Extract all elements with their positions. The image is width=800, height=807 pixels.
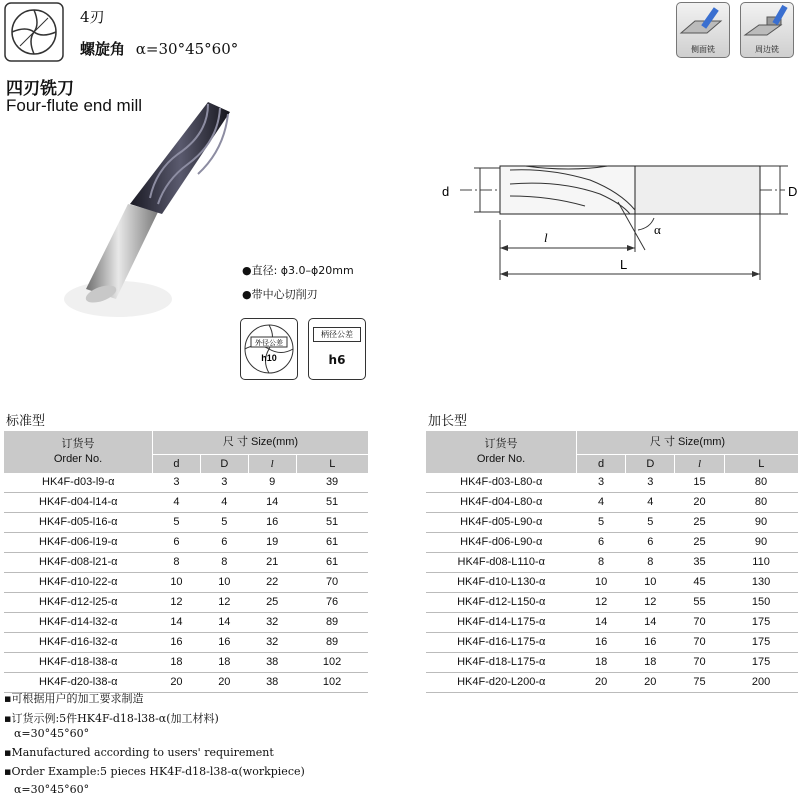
- size-cell: 12: [153, 593, 201, 613]
- order-number-cell: HK4F-d05-l16-α: [4, 513, 153, 533]
- size-cell: 20: [153, 673, 201, 693]
- order-number-cell: HK4F-d10-L130-α: [426, 573, 577, 593]
- extended-table: [426, 431, 798, 693]
- col-l: l: [248, 455, 296, 474]
- order-header: 订货号 Order No.: [4, 431, 153, 473]
- note-order-example-en: ▪Order Example:5 pieces HK4F-d18-l38-α(workpiece): [4, 765, 305, 778]
- col-d: d: [577, 455, 626, 474]
- size-cell: 8: [626, 553, 675, 573]
- size-cell: 16: [248, 513, 296, 533]
- table-row: [4, 513, 368, 533]
- table-row: [4, 593, 368, 613]
- table-row: [4, 633, 368, 653]
- table-row: [426, 593, 798, 613]
- size-cell: 12: [200, 593, 248, 613]
- four-flute-cross-section-icon: [4, 2, 64, 62]
- size-cell: 10: [626, 573, 675, 593]
- table-row: [426, 533, 798, 553]
- order-number-cell: HK4F-d03-l9-α: [4, 473, 153, 493]
- size-cell: 6: [153, 533, 201, 553]
- outer-tolerance-value: h10: [261, 353, 277, 363]
- size-cell: 4: [626, 493, 675, 513]
- size-cell: 20: [200, 673, 248, 693]
- size-cell: 14: [153, 613, 201, 633]
- col-D: D: [200, 455, 248, 474]
- size-cell: 14: [626, 613, 675, 633]
- size-cell: 76: [296, 593, 368, 613]
- col-l: l: [675, 455, 724, 474]
- size-cell: 5: [577, 513, 626, 533]
- size-cell: 200: [724, 673, 798, 693]
- page-title-cn: 四刃铣刀: [6, 79, 74, 99]
- helix-label: 螺旋角: [80, 40, 126, 58]
- order-number-cell: HK4F-d04-L80-α: [426, 493, 577, 513]
- size-cell: 3: [153, 473, 201, 493]
- order-number-cell: HK4F-d10-l22-α: [4, 573, 153, 593]
- size-cell: 21: [248, 553, 296, 573]
- note-custom-en: ▪Manufactured according to users' requirement: [4, 746, 274, 759]
- size-cell: 18: [626, 653, 675, 673]
- size-cell: 14: [248, 493, 296, 513]
- size-cell: 51: [296, 493, 368, 513]
- end-mill-dimension-drawing: [440, 150, 800, 290]
- size-cell: 89: [296, 633, 368, 653]
- size-cell: 39: [296, 473, 368, 493]
- order-number-cell: HK4F-d14-l32-α: [4, 613, 153, 633]
- order-number-cell: HK4F-d08-L110-α: [426, 553, 577, 573]
- size-cell: 3: [577, 473, 626, 493]
- table-row: [426, 493, 798, 513]
- size-cell: 175: [724, 613, 798, 633]
- order-number-cell: HK4F-d14-L175-α: [426, 613, 577, 633]
- size-cell: 18: [200, 653, 248, 673]
- outer-tolerance-box: [240, 318, 298, 380]
- size-cell: 80: [724, 493, 798, 513]
- size-cell: 130: [724, 573, 798, 593]
- flute-count: 4刃: [80, 8, 105, 26]
- col-L: L: [724, 455, 798, 474]
- size-cell: 16: [577, 633, 626, 653]
- size-cell: 9: [248, 473, 296, 493]
- size-cell: 90: [724, 533, 798, 553]
- standard-table: [4, 431, 368, 693]
- size-cell: 22: [248, 573, 296, 593]
- size-cell: 4: [200, 493, 248, 513]
- order-number-cell: HK4F-d16-L175-α: [426, 633, 577, 653]
- spec-center-cutting: ●带中心切削刃: [242, 288, 318, 301]
- size-cell: 14: [200, 613, 248, 633]
- size-cell: 89: [296, 613, 368, 633]
- size-cell: 90: [724, 513, 798, 533]
- size-cell: 175: [724, 633, 798, 653]
- note-helix-cn: α=30°45°60°: [14, 727, 90, 740]
- table-row: [426, 473, 798, 493]
- table-row: [426, 653, 798, 673]
- order-number-cell: HK4F-d05-L90-α: [426, 513, 577, 533]
- size-cell: 61: [296, 533, 368, 553]
- size-cell: 15: [675, 473, 724, 493]
- table-row: [4, 473, 368, 493]
- size-cell: 6: [626, 533, 675, 553]
- note-custom-cn: ▪可根据用户的加工要求制造: [4, 692, 144, 705]
- size-cell: 80: [724, 473, 798, 493]
- size-cell: 8: [153, 553, 201, 573]
- size-cell: 175: [724, 653, 798, 673]
- order-header: 订货号 Order No.: [426, 431, 577, 473]
- order-number-cell: HK4F-d18-L175-α: [426, 653, 577, 673]
- page-title-en: Four-flute end mill: [6, 96, 143, 115]
- size-cell: 5: [626, 513, 675, 533]
- order-number-cell: HK4F-d06-l19-α: [4, 533, 153, 553]
- size-cell: 12: [626, 593, 675, 613]
- table-row: [426, 573, 798, 593]
- helix-angle: [80, 38, 238, 59]
- col-d: d: [153, 455, 201, 474]
- label-L: L: [620, 257, 628, 272]
- label-d: d: [442, 184, 450, 199]
- size-cell: 8: [577, 553, 626, 573]
- order-number-cell: HK4F-d20-L200-α: [426, 673, 577, 693]
- size-cell: 70: [675, 653, 724, 673]
- size-cell: 102: [296, 673, 368, 693]
- order-number-cell: HK4F-d16-l32-α: [4, 633, 153, 653]
- end-mill-photo: [58, 94, 258, 324]
- note-helix-en: α=30°45°60°: [14, 783, 90, 796]
- size-cell: 10: [200, 573, 248, 593]
- order-number-cell: HK4F-d12-L150-α: [426, 593, 577, 613]
- table-row: [4, 533, 368, 553]
- outer-tolerance-label: 外径公差: [255, 339, 283, 347]
- shank-tolerance-value: h6: [328, 353, 346, 367]
- size-cell: 16: [626, 633, 675, 653]
- shank-tolerance-label: 柄径公差: [313, 327, 361, 342]
- order-number-cell: HK4F-d12-l25-α: [4, 593, 153, 613]
- order-number-cell: HK4F-d03-L80-α: [426, 473, 577, 493]
- extended-section-title: 加长型: [428, 414, 468, 429]
- size-cell: 35: [675, 553, 724, 573]
- order-number-cell: HK4F-d04-l14-α: [4, 493, 153, 513]
- size-cell: 12: [577, 593, 626, 613]
- helix-value: α=30°45°60°: [135, 40, 239, 58]
- note-order-example-cn: ▪订货示例:5件HK4F-d18-l38-α(加工材料): [4, 712, 219, 725]
- side-milling-icon: [677, 3, 729, 43]
- milling-type-icons: [676, 2, 794, 56]
- size-cell: 4: [577, 493, 626, 513]
- table-row: [4, 573, 368, 593]
- size-cell: 10: [577, 573, 626, 593]
- table-row: [4, 553, 368, 573]
- size-cell: 10: [153, 573, 201, 593]
- size-cell: 51: [296, 513, 368, 533]
- side-milling-card: 侧面铣: [676, 2, 730, 58]
- shank-tolerance-box: [308, 318, 366, 380]
- label-alpha: α: [654, 222, 661, 237]
- size-cell: 20: [626, 673, 675, 693]
- table-row: [426, 673, 798, 693]
- size-cell: 8: [200, 553, 248, 573]
- size-cell: 6: [200, 533, 248, 553]
- table-row: [4, 653, 368, 673]
- size-cell: 5: [200, 513, 248, 533]
- table-row: [4, 493, 368, 513]
- size-cell: 4: [153, 493, 201, 513]
- order-number-cell: HK4F-d18-l38-α: [4, 653, 153, 673]
- size-cell: 55: [675, 593, 724, 613]
- size-cell: 25: [248, 593, 296, 613]
- size-cell: 102: [296, 653, 368, 673]
- order-number-cell: HK4F-d06-L90-α: [426, 533, 577, 553]
- size-cell: 38: [248, 653, 296, 673]
- size-cell: 32: [248, 613, 296, 633]
- size-cell: 70: [675, 613, 724, 633]
- size-cell: 25: [675, 533, 724, 553]
- tolerance-cross-section-icon: [241, 319, 297, 379]
- order-number-cell: HK4F-d08-l21-α: [4, 553, 153, 573]
- col-L: L: [296, 455, 368, 474]
- table-row: [426, 513, 798, 533]
- table-row: [426, 633, 798, 653]
- standard-section-title: 标准型: [6, 414, 46, 429]
- size-cell: 32: [248, 633, 296, 653]
- size-cell: 20: [675, 493, 724, 513]
- size-cell: 75: [675, 673, 724, 693]
- size-cell: 5: [153, 513, 201, 533]
- size-cell: 20: [577, 673, 626, 693]
- size-cell: 25: [675, 513, 724, 533]
- size-cell: 18: [153, 653, 201, 673]
- size-cell: 45: [675, 573, 724, 593]
- size-cell: 3: [200, 473, 248, 493]
- size-cell: 70: [296, 573, 368, 593]
- peripheral-milling-card: 周边铣: [740, 2, 794, 58]
- size-cell: 61: [296, 553, 368, 573]
- size-cell: 19: [248, 533, 296, 553]
- size-cell: 70: [675, 633, 724, 653]
- col-D: D: [626, 455, 675, 474]
- size-cell: 6: [577, 533, 626, 553]
- table-row: [426, 613, 798, 633]
- table-row: [426, 553, 798, 573]
- size-cell: 16: [153, 633, 201, 653]
- order-number-cell: HK4F-d20-l38-α: [4, 673, 153, 693]
- spec-diameter: ●直径: ϕ3.0–ϕ20mm: [242, 264, 354, 277]
- size-cell: 150: [724, 593, 798, 613]
- size-cell: 14: [577, 613, 626, 633]
- size-cell: 110: [724, 553, 798, 573]
- size-cell: 38: [248, 673, 296, 693]
- label-D: D: [788, 184, 798, 199]
- size-header: 尺 寸 Size(mm): [577, 431, 799, 455]
- size-cell: 18: [577, 653, 626, 673]
- size-cell: 16: [200, 633, 248, 653]
- size-header: 尺 寸 Size(mm): [153, 431, 369, 455]
- label-l: l: [544, 230, 548, 245]
- peripheral-milling-icon: [741, 3, 793, 43]
- table-row: [4, 613, 368, 633]
- size-cell: 3: [626, 473, 675, 493]
